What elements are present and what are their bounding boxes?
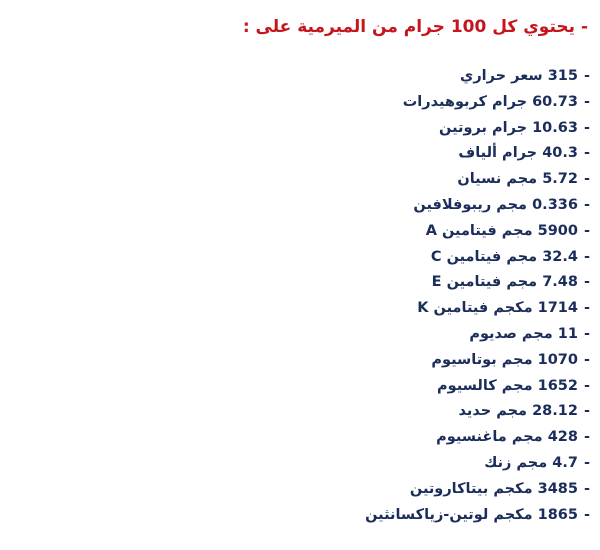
nutrient-text: 40.3 جرام ألياف bbox=[458, 145, 578, 162]
list-item bbox=[10, 374, 590, 400]
list-item bbox=[10, 219, 590, 245]
nutrient-text: 1865 مكجم لوتين-زياكسانثين bbox=[365, 506, 578, 523]
list-item bbox=[10, 193, 590, 219]
list-bullet-dash: - bbox=[583, 119, 590, 136]
nutrient-text: 1714 مكجم فيتامين K bbox=[417, 300, 578, 317]
list-bullet-dash: - bbox=[583, 68, 590, 84]
list-bullet-dash: - bbox=[583, 403, 590, 420]
list-item bbox=[10, 399, 590, 425]
list-bullet-dash: - bbox=[583, 248, 590, 265]
nutrient-text: 4.7 مجم زنك bbox=[484, 454, 578, 471]
list-item bbox=[10, 296, 590, 322]
section-heading: - يحتوي كل 100 جرام من الميرمية على : bbox=[242, 17, 588, 37]
list-bullet-dash: - bbox=[583, 454, 590, 471]
nutrient-text: 1652 مجم كالسيوم bbox=[437, 377, 578, 394]
nutrient-text: 28.12 مجم حديد bbox=[458, 403, 578, 420]
nutrient-text: 10.63 جرام بروتين bbox=[439, 119, 578, 136]
nutrient-text: 5900 مجم فيتامين A bbox=[425, 222, 578, 239]
list-bullet-dash: - bbox=[583, 351, 590, 368]
list-bullet-dash: - bbox=[583, 145, 590, 162]
list-item bbox=[10, 90, 590, 116]
list-item bbox=[10, 270, 590, 296]
list-bullet-dash: - bbox=[583, 429, 590, 446]
list-item bbox=[10, 425, 590, 451]
list-bullet-dash: - bbox=[583, 196, 590, 213]
nutrient-list bbox=[10, 64, 590, 528]
list-item bbox=[10, 477, 590, 503]
list-item bbox=[10, 245, 590, 271]
nutrient-text: 7.48 مجم فيتامين E bbox=[431, 274, 578, 291]
nutrient-text: 11 مجم صديوم bbox=[469, 325, 578, 342]
list-item bbox=[10, 64, 590, 90]
list-bullet-dash: - bbox=[583, 274, 590, 291]
list-item bbox=[10, 451, 590, 477]
list-bullet-dash: - bbox=[583, 506, 590, 523]
nutrient-text: 3485 مكجم بيتاكاروتين bbox=[409, 480, 578, 497]
list-item bbox=[10, 322, 590, 348]
nutrient-text: 1070 مجم بوتاسيوم bbox=[431, 351, 578, 368]
list-bullet-dash: - bbox=[583, 222, 590, 239]
nutrient-text: 0.336 مجم ريبوفلافين bbox=[413, 196, 578, 213]
nutrient-text: 315 سعر حراري bbox=[460, 68, 578, 84]
list-item bbox=[10, 141, 590, 167]
nutrient-text: 5.72 مجم نسيان bbox=[457, 171, 578, 188]
list-item bbox=[10, 116, 590, 142]
list-bullet-dash: - bbox=[583, 300, 590, 317]
list-item bbox=[10, 167, 590, 193]
list-bullet-dash: - bbox=[583, 480, 590, 497]
list-item bbox=[10, 503, 590, 529]
nutrient-text: 60.73 جرام كربوهيدرات bbox=[402, 93, 578, 110]
nutrient-text: 428 مجم ماغنسيوم bbox=[436, 429, 578, 446]
list-bullet-dash: - bbox=[583, 325, 590, 342]
list-bullet-dash: - bbox=[583, 93, 590, 110]
list-item bbox=[10, 348, 590, 374]
nutrient-text: 32.4 مجم فيتامين C bbox=[430, 248, 578, 265]
list-bullet-dash: - bbox=[583, 377, 590, 394]
list-bullet-dash: - bbox=[583, 171, 590, 188]
